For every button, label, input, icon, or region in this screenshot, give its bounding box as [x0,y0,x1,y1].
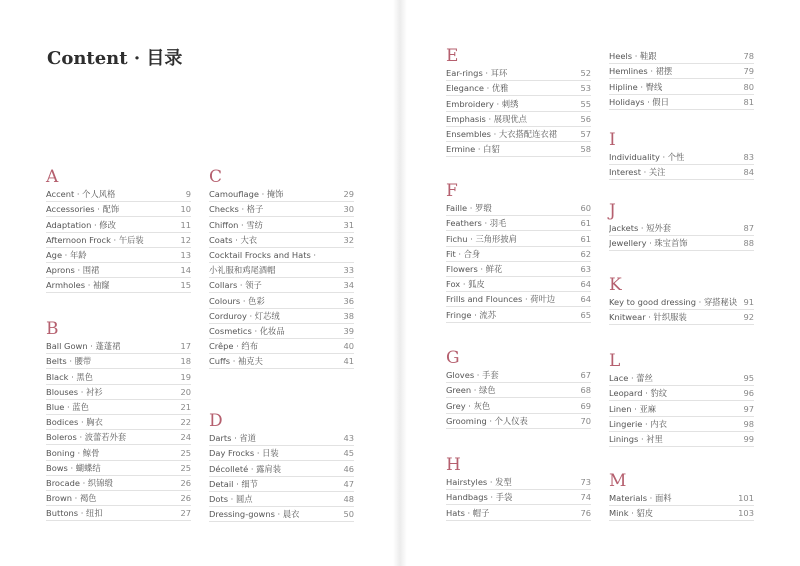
entry-term: Heels · 鞋跟 [609,51,657,62]
entry-term: Bows · 蝴蝶结 [46,462,101,473]
index-section-m [609,472,754,521]
entry-term: Belts · 腰带 [46,356,92,367]
entry-term: Fichu · 三角形披肩 [446,233,517,244]
entry-term: Embroidery · 刺绣 [446,98,519,109]
index-entry [446,216,591,231]
section-letter: L [609,351,621,371]
index-entry [46,415,191,430]
entry-term: Buttons · 纽扣 [46,508,103,519]
section-letter: G [446,348,460,368]
entry-page-number: 64 [580,294,591,305]
entry-term: Aprons · 围裙 [46,265,100,276]
index-entry [446,231,591,246]
index-entry [446,277,591,292]
entry-page-number: 36 [343,295,354,306]
entry-term: Individuality · 个性 [609,152,685,163]
entry-page-number: 18 [180,356,191,367]
entry-page-number: 61 [580,218,591,229]
index-entry [609,221,754,236]
entry-page-number: 19 [180,371,191,382]
entry-term: Ear-rings · 耳环 [446,68,508,79]
entry-page-number: 70 [580,415,591,426]
index-entry [46,217,191,232]
entry-page-number: 39 [343,325,354,336]
entry-page-number: 79 [743,66,754,77]
entry-page-number: 20 [180,386,191,397]
entry-term: Darts · 省道 [209,433,256,444]
entry-page-number: 25 [180,462,191,473]
entry-term: Corduroy · 灯芯绒 [209,310,280,321]
entry-page-number: 29 [343,189,354,200]
entry-term: Feathers · 羽毛 [446,218,507,229]
entry-page-number: 11 [180,219,191,230]
index-entry [446,247,591,262]
index-section-j [609,202,754,251]
index-section-f [446,182,591,323]
entry-page-number: 91 [743,297,754,308]
entry-term: 小礼服和鸡尾酒帽 [209,265,276,276]
entry-term: Brown · 褐色 [46,493,97,504]
entry-term: Detail · 细节 [209,478,258,489]
entry-page-number: 56 [580,113,591,124]
entry-term: Age · 年龄 [46,249,87,260]
index-entry [209,248,354,263]
entry-term: Elegance · 优雅 [446,83,509,94]
index-entry [446,81,591,96]
entry-page-number: 45 [343,448,354,459]
entry-term: Crêpe · 绉布 [209,341,259,352]
entry-term: Blue · 蓝色 [46,401,89,412]
index-entry [609,417,754,432]
entry-page-number: 81 [743,96,754,107]
index-section-l [609,352,754,447]
entry-term: Accent · 个人风格 [46,189,116,200]
entry-term: Dots · 圆点 [209,493,253,504]
index-entry [609,95,754,110]
index-entry [46,476,191,491]
entry-term: Hairstyles · 发型 [446,477,512,488]
entry-page-number: 52 [580,68,591,79]
entry-page-number: 101 [738,493,754,504]
entry-term: Collars · 领子 [209,280,262,291]
entry-term: Adaptation · 修改 [46,219,116,230]
index-entry [209,339,354,354]
entry-page-number: 58 [580,144,591,155]
index-section-d [209,412,354,522]
index-entry [209,431,354,446]
index-entry [46,461,191,476]
entry-page-number: 83 [743,152,754,163]
index-entry [46,385,191,400]
index-entry [609,386,754,401]
entry-term: Emphasis · 展现优点 [446,113,527,124]
entry-page-number: 76 [580,507,591,518]
entry-page-number: 99 [743,433,754,444]
index-entry [46,248,191,263]
entry-page-number: 32 [343,234,354,245]
index-entry [609,150,754,165]
index-entry [209,187,354,202]
entry-page-number: 27 [180,508,191,519]
entry-page-number: 38 [343,310,354,321]
index-section-c [209,168,354,369]
entry-page-number: 55 [580,98,591,109]
index-entry [209,202,354,217]
entry-term: Faille · 罗缎 [446,203,492,214]
entry-page-number: 24 [180,432,191,443]
index-entry [209,217,354,232]
entry-term: Fox · 狐皮 [446,279,485,290]
section-letter: C [209,167,223,187]
entry-term: Afternoon Frock · 午后装 [46,234,144,245]
index-entry [46,445,191,460]
entry-term: Hipline · 臀线 [609,81,663,92]
entry-page-number: 53 [580,83,591,94]
index-entry [446,112,591,127]
entry-page-number: 73 [580,477,591,488]
entry-page-number: 84 [743,167,754,178]
entry-term: Colours · 色彩 [209,295,265,306]
section-letter: B [46,319,59,339]
entry-page-number: 47 [343,478,354,489]
entry-term: Interest · 关注 [609,167,666,178]
entry-page-number: 74 [580,492,591,503]
entry-page-number: 13 [180,249,191,260]
index-entry [46,369,191,384]
entry-term: Fringe · 流苏 [446,309,497,320]
index-entry [446,96,591,111]
index-section-k [609,276,754,325]
entry-term: Day Frocks · 日装 [209,448,279,459]
index-entry [446,66,591,81]
index-entry [446,398,591,413]
index-section-b [46,320,191,521]
entry-term: Lace · 蕾丝 [609,373,653,384]
entry-page-number: 65 [580,309,591,320]
index-entry [446,292,591,307]
entry-term: Linen · 亚麻 [609,403,657,414]
section-letter: D [209,411,223,431]
entry-term: Brocade · 织锦缎 [46,477,113,488]
entry-page-number: 43 [343,433,354,444]
entry-page-number: 25 [180,447,191,458]
index-section-a [46,168,191,293]
index-entry [446,127,591,142]
entry-term: Mink · 貂皮 [609,508,654,519]
entry-page-number: 12 [180,234,191,245]
index-entry [609,236,754,251]
index-entry [609,64,754,79]
entry-page-number: 30 [343,204,354,215]
index-section-g [446,349,591,429]
index-entry [609,371,754,386]
index-entry [46,233,191,248]
index-entry [209,278,354,293]
book-gutter [393,0,407,566]
index-entry [46,263,191,278]
index-entry [46,339,191,354]
entry-page-number: 22 [180,417,191,428]
entry-page-number: 68 [580,385,591,396]
entry-page-number: 87 [743,223,754,234]
entry-page-number: 97 [743,403,754,414]
index-entry [209,354,354,369]
entry-page-number: 26 [180,477,191,488]
entry-page-number: 33 [343,265,354,276]
index-entry [446,505,591,520]
entry-term: Accessories · 配饰 [46,204,120,215]
index-entry [46,278,191,293]
entry-page-number: 31 [343,219,354,230]
entry-page-number: 14 [180,265,191,276]
section-letter: H [446,455,461,475]
index-entry [46,354,191,369]
entry-page-number: 60 [580,203,591,214]
index-entry [446,262,591,277]
entry-page-number: 80 [743,81,754,92]
entry-term: Coats · 大衣 [209,234,258,245]
entry-term: Dressing-gowns · 晨衣 [209,509,300,520]
entry-term: Fit · 合身 [446,248,481,259]
index-entry [609,165,754,180]
index-entry [209,263,354,278]
section-letter: J [609,201,616,221]
entry-page-number: 88 [743,238,754,249]
entry-page-number: 69 [580,400,591,411]
entry-term: Boning · 鲸骨 [46,447,100,458]
entry-page-number: 48 [343,493,354,504]
index-section-cont [609,49,754,110]
index-entry [446,475,591,490]
entry-term: Jewellery · 珠宝首饰 [609,238,688,249]
entry-term: Green · 绿色 [446,385,496,396]
index-entry [209,233,354,248]
entry-page-number: 67 [580,370,591,381]
entry-page-number: 92 [743,312,754,323]
entry-page-number: 26 [180,493,191,504]
index-entry [46,430,191,445]
entry-term: Ball Gown · 蓬蓬裙 [46,341,121,352]
entry-term: Ermine · 白貂 [446,144,500,155]
entry-term: Bodices · 胸衣 [46,417,103,428]
entry-term: Boleros · 波蕾若外套 [46,432,127,443]
entry-page-number: 103 [738,508,754,519]
index-entry [209,492,354,507]
entry-term: Cocktail Frocks and Hats · [209,249,317,260]
entry-term: Black · 黑色 [46,371,93,382]
entry-page-number: 57 [580,128,591,139]
entry-term: Materials · 面料 [609,493,672,504]
entry-term: Handbags · 手袋 [446,492,513,503]
entry-term: Knitwear · 针织服装 [609,312,687,323]
index-entry [46,187,191,202]
index-section-e [446,47,591,157]
entry-page-number: 40 [343,341,354,352]
index-entry [209,309,354,324]
index-entry [209,477,354,492]
entry-term: Hats · 帽子 [446,507,490,518]
entry-term: Décolleté · 露肩装 [209,463,282,474]
entry-term: Blouses · 衬衫 [46,386,103,397]
entry-page-number: 46 [343,463,354,474]
index-entry [609,432,754,447]
entry-term: Cosmetics · 化妆品 [209,325,285,336]
entry-page-number: 17 [180,341,191,352]
entry-page-number: 63 [580,263,591,274]
index-entry [446,201,591,216]
entry-page-number: 98 [743,418,754,429]
entry-page-number: 95 [743,373,754,384]
entry-page-number: 34 [343,280,354,291]
section-letter: M [609,471,627,491]
entry-term: Camouflage · 掩饰 [209,189,284,200]
index-entry [609,295,754,310]
entry-term: Grooming · 个人仪表 [446,415,528,426]
entry-term: Frills and Flounces · 荷叶边 [446,294,556,305]
index-entry [446,142,591,157]
index-entry [609,49,754,64]
index-section-i [609,131,754,180]
section-letter: E [446,46,459,66]
entry-term: Key to good dressing · 穿搭秘诀 [609,297,738,308]
section-letter: K [609,275,622,295]
index-entry [46,506,191,521]
index-entry [209,507,354,522]
index-entry [446,307,591,322]
index-entry [609,401,754,416]
index-entry [446,383,591,398]
entry-term: Cuffs · 袖克夫 [209,356,263,367]
index-entry [209,446,354,461]
entry-page-number: 96 [743,388,754,399]
entry-page-number: 21 [180,401,191,412]
index-entry [609,310,754,325]
entry-term: Leopard · 豹纹 [609,388,668,399]
entry-term: Hemlines · 裙摆 [609,66,673,77]
section-letter: I [609,130,616,150]
page-title: Content · 目录 [47,48,183,69]
index-entry [609,491,754,506]
index-entry [46,400,191,415]
entry-page-number: 10 [180,204,191,215]
entry-page-number: 61 [580,233,591,244]
entry-term: Grey · 灰色 [446,400,491,411]
entry-term: Ensembles · 大衣搭配连衣裙 [446,128,557,139]
entry-page-number: 78 [743,51,754,62]
entry-term: Jackets · 短外套 [609,223,672,234]
index-entry [609,506,754,521]
index-entry [209,293,354,308]
index-entry [46,491,191,506]
entry-term: Linings · 衬里 [609,433,663,444]
entry-term: Checks · 格子 [209,204,264,215]
entry-term: Flowers · 鲜花 [446,263,503,274]
index-entry [609,79,754,94]
entry-page-number: 9 [185,189,191,200]
entry-page-number: 15 [180,280,191,291]
entry-page-number: 41 [343,356,354,367]
index-entry [209,324,354,339]
section-letter: A [46,167,59,187]
index-section-h [446,456,591,521]
index-entry [446,368,591,383]
entry-page-number: 64 [580,279,591,290]
index-entry [446,490,591,505]
entry-term: Lingerie · 内衣 [609,418,667,429]
section-letter: F [446,181,458,201]
entry-page-number: 62 [580,248,591,259]
index-entry [446,414,591,429]
entry-term: Gloves · 手套 [446,370,499,381]
entry-term: Holidays · 假日 [609,96,670,107]
index-entry [209,461,354,476]
index-entry [46,202,191,217]
entry-term: Chiffon · 雪纺 [209,219,263,230]
entry-term: Armholes · 袖窿 [46,280,110,291]
entry-page-number: 50 [343,509,354,520]
